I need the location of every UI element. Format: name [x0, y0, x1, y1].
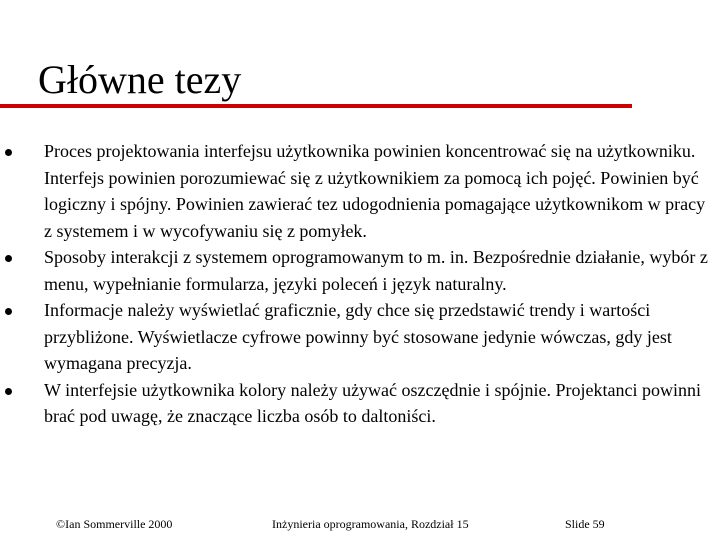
- bullet-list: [0, 138, 720, 430]
- footer-copyright: ©Ian Sommerville 2000: [56, 517, 173, 531]
- footer-course: Inżynieria oprogramowania, Rozdział 15: [272, 517, 469, 531]
- bullet-item: [0, 377, 716, 430]
- bullet-text: Informacje należy wyświetlać graficznie, gdy chce się przedstawić trendy i wartości przybliżone. Wyświetlacze cyfrowe powinny być stosowane jedynie wówczas, gdy jest wymagana precyzja.: [44, 300, 672, 373]
- bullet-dot-icon: [5, 308, 12, 315]
- bullet-item: [0, 138, 716, 244]
- bullet-text: W interfejsie użytkownika kolory należy używać oszczędnie i spójnie. Projektanci powinni brać pod uwagę, że znaczące liczba osób to daltoniści.: [44, 379, 701, 426]
- bullet-text: Proces projektowania interfejsu użytkownika powinien koncentrować się na użytkowniku. Interfejs powinien porozumiewać się z użytkownikiem za pomocą ich pojęć. Powinien być logiczny i spójny. Powinien zawierać tez udogodnienia pomagające użytkownikom w pracy z systemem i w wycofywaniu się z pomyłek.: [44, 141, 706, 241]
- title-underline: [0, 104, 632, 108]
- slide-title: Główne tezy: [38, 57, 242, 102]
- bullet-dot-icon: [5, 388, 12, 395]
- bullet-item: [0, 297, 716, 377]
- bullet-dot-icon: [5, 255, 12, 262]
- bullet-text: Sposoby interakcji z systemem oprogramowanym to m. in. Bezpośrednie działanie, wybór z menu, wypełnianie formularza, języki poleceń i język naturalny.: [44, 247, 708, 294]
- bullet-dot-icon: [5, 149, 12, 156]
- footer-slide-number: Slide 59: [565, 517, 605, 531]
- bullet-item: [0, 244, 716, 297]
